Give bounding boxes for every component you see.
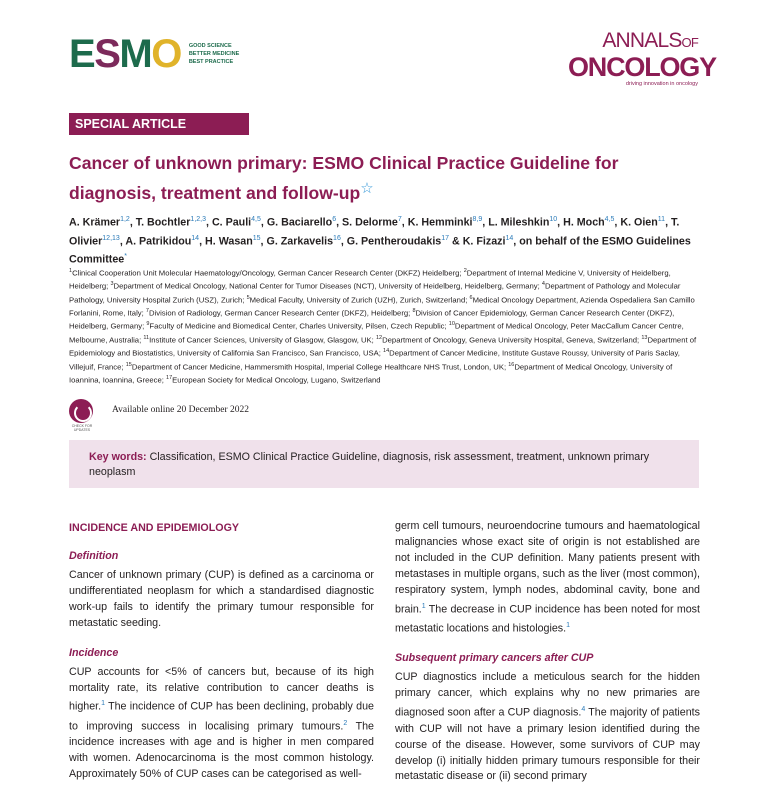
paragraph-incidence: CUP accounts for <5% of cancers but, because of its high mortality rate, its relative contribution to cancer deaths is higher.$^1$ The incidence of CUP has been declining, probably due to improving success in localising primary tumours.$^2$ The incidence increases with age and is higher in men compared with women. Adenocarcinoma is the most common histology. Approximately 50% of CUP cases can be categorised as well- [69,665,374,781]
author-name[interactable]: G. Baciarello [266,216,333,229]
affiliation-number: 8 [412,308,416,315]
affiliation-number: 16 [508,361,515,368]
paragraph-continued: germ cell tumours, neuroendocrine tumours and haematological malignancies whose exact site of origin is not established are not included in the CUP definition. Many patients present with metastases in multiple organs, such as the liver (most common), respiratory system, lymph nodes, abdominal cavity, bone and brain.$^1$ The decrease in CUP incidence has been noted for most metastatic locations and histologies.$^1$ [395,520,700,635]
author-name[interactable]: T. Bochtler [135,216,191,229]
author-name[interactable]: G. Zarkavelis [266,235,334,248]
author-name[interactable]: C. Pauli [211,216,252,229]
keywords-text: Classification, ESMO Clinical Practice Guideline, diagnosis, risk assessment, treatment, unknown primary neoplasm [89,451,650,478]
affiliation-number: 9 [146,321,150,328]
affiliation-text: Department of Internal Medicine V, University of Heidelberg, Heidelberg; [69,268,671,291]
affiliation-text: Department of Medical Oncology, Peter MacCallum Cancer Centre, Melbourne, Australia; [69,322,684,345]
affiliation-text: Medical Oncology Department, Azienda Ospedaliera San Camillo Forlanini, Rome, Italy; [69,295,695,318]
author-separator: , [206,216,212,229]
esmo-logo[interactable] [69,32,240,76]
author-separator: , on behalf of the ESMO Guidelines Committee [69,235,691,266]
subheading-subsequent-primary: Subsequent primary cancers after CUP [395,652,594,665]
author-separator: & [449,235,463,248]
body-column-right [395,519,700,785]
author-name[interactable]: A. Patrikidou [125,235,192,248]
esmo-wordmark: ESMO [69,32,181,76]
author-affiliation-ref[interactable]: 6 [332,216,337,223]
author-separator: , [557,216,564,229]
author-affiliation-ref[interactable]: 1,2,3 [190,216,206,223]
author-separator: , [340,235,347,248]
author-name[interactable]: A. Krämer [69,216,121,229]
subheading-incidence: Incidence [69,646,119,659]
author-separator: , [401,216,408,229]
journal-logo[interactable] [568,29,716,89]
article-title: Cancer of unknown primary: ESMO Clinical Practice Guideline for diagnosis, treatment and follow-up☆ [69,153,619,203]
affiliation-number: 3 [110,281,114,288]
author-affiliation-ref[interactable]: 15 [252,234,261,242]
reference-link[interactable]: 4 [581,706,586,714]
affiliation-text: Institute of Cancer Sciences, University of Glasgow, Glasgow, UK; [149,335,376,345]
author-separator: , [129,216,136,229]
author-list [69,212,701,268]
author-separator: , [665,216,672,229]
journal-of: OF [681,35,698,50]
author-affiliation-ref[interactable]: 17 [441,234,450,242]
author-affiliation-ref[interactable]: 12,13 [102,234,120,242]
author-separator: , [199,235,206,248]
affiliation-text: Faculty of Medicine and Biomedical Center, Charles University, Pilsen, Czech Republic; [149,322,449,331]
paragraph-definition: Cancer of unknown primary (CUP) is defined as a carcinoma or undifferentiated neoplasm for which a standardised diagnostic work-up fails to identify the primary tumour responsible for metastatic seeding. [69,569,374,629]
author-affiliation-ref[interactable]: 11 [657,216,666,223]
keywords-box [69,440,699,488]
reference-link[interactable]: 2 [343,719,348,727]
author-affiliation-ref[interactable]: 4,5 [604,216,615,223]
author-name[interactable]: H. Wasan [205,235,253,248]
section-heading: INCIDENCE AND EPIDEMIOLOGY [69,522,240,534]
affiliation-number: 17 [166,374,173,381]
author-name[interactable]: S. Delorme [342,216,398,229]
author-affiliation-ref[interactable]: 1,2 [120,216,130,223]
affiliation-text: Department of Cancer Medicine, Hammersmith Hospital, Imperial College Healthcare NHS Trust, London, UK; [131,362,509,372]
author-affiliation-ref[interactable]: 14 [191,234,200,242]
author-affiliation-ref[interactable]: 4,5 [251,216,261,223]
reference-link[interactable]: 1 [566,622,571,629]
affiliation-text: Medical Faculty, University of Zurich (UZH), Zurich, Switzerland; [249,295,470,305]
affiliations [69,266,701,386]
affiliation-text: Clinical Cooperation Unit Molecular Haematology/Oncology, German Cancer Research Center (DKFZ) Heidelberg; [72,268,464,278]
author-name[interactable]: G. Pentheroudakis [346,235,442,248]
author-affiliation-ref[interactable]: 7 [397,216,402,223]
author-separator: , [482,216,489,229]
body-column-left [69,520,374,783]
affiliation-number: 1 [69,268,73,274]
journal-oncology: ONCOLOGY [568,52,716,82]
author-name[interactable]: K. Fizazi [462,235,506,248]
author-affiliation-ref[interactable]: 8,9 [472,216,483,223]
author-name[interactable]: K. Oien [620,216,658,229]
affiliation-text: Department of Medical Oncology, National Center for Tumor Diseases (NCT), University of Heidelberg, Heidelberg, Germany; [113,281,542,291]
affiliation-number: 4 [541,281,545,288]
affiliation-text: Department of Oncology, Geneva University Hospital, Geneva, Switzerland; [382,335,642,345]
author-name[interactable]: H. Moch [563,216,605,229]
author-affiliation-ref[interactable]: 10 [549,216,558,223]
affiliation-text: Division of Cancer Epidemiology, German Cancer Research Center (DKFZ), Heidelberg, Germany; [69,308,675,331]
reference-link[interactable]: 1 [421,602,426,610]
author-name[interactable]: T. Olivier [69,216,680,248]
affiliation-number: 14 [383,348,390,355]
subheading-definition: Definition [69,550,119,562]
author-footnote-mark[interactable]: * [124,253,127,261]
journal-annals: ANNALS [602,29,682,52]
affiliation-number: 10 [448,321,455,328]
affiliation-text: Department of Medical Oncology, University of Ioannina, Ioannina, Greece; [69,362,673,385]
check-for-updates-label[interactable]: CHECK FOR UPDATES [71,424,93,432]
author-affiliation-ref[interactable]: 16 [333,234,341,242]
affiliation-number: 7 [145,308,149,315]
affiliation-number: 15 [125,361,132,368]
affiliation-text: Department of Cancer Medicine, Institute Gustave Roussy, University of Paris Saclay, Villejuif, France; [69,348,680,372]
check-for-updates-icon[interactable] [69,399,93,423]
affiliation-number: 5 [246,294,250,301]
journal-slogan: driving innovation in oncology [625,81,698,87]
affiliation-text: Department of Pathology and Molecular Pathology, University Hospital Zurich (USZ), Zurich; [69,281,681,305]
paragraph-subsequent-primary: CUP diagnostics include a meticulous search for the hidden primary cancer, which explains why no new primaries are diagnosed soon after a CUP diagnosis.$^4$ The majority of patients with CUP will not have a primary lesion identified during the course of the disease. However, some survivors of CUP may develop (i) initially hidden primary tumours responsible for their metastatic disease or (ii) second primary [395,671,700,783]
author-separator: , [260,216,267,229]
affiliation-number: 6 [469,294,473,301]
author-name[interactable]: K. Hemminki [407,216,473,229]
author-separator: , [614,216,621,229]
available-online-date: Available online 20 December 2022 [112,405,249,415]
title-footnote-star-icon[interactable]: ☆ [360,180,374,197]
author-name[interactable]: L. Mileshkin [488,216,550,229]
keywords-label: Key words: [89,451,147,463]
affiliation-text: Department of Epidemiology and Biostatistics, University of California San Francisco, San Francisco, USA; [69,335,697,358]
reference-link[interactable]: 1 [101,700,105,708]
author-affiliation-ref[interactable]: 14 [505,234,514,242]
affiliation-number: 11 [143,334,150,341]
affiliation-text: Division of Radiology, German Cancer Research Center (DKFZ), Heidelberg; [148,308,413,318]
page-header [0,0,768,90]
affiliation-number: 12 [375,334,383,341]
author-separator: , [260,235,267,248]
affiliation-number: 2 [463,268,467,274]
author-separator: , [336,216,343,229]
esmo-tagline: GOOD SCIENCE BETTER MEDICINE BEST PRACTICE [188,43,240,65]
author-separator: , [119,235,126,248]
affiliation-text: European Society for Medical Oncology, Lugano, Switzerland [172,375,381,385]
affiliation-number: 13 [641,334,648,341]
article-type-banner: SPECIAL ARTICLE [69,113,249,135]
